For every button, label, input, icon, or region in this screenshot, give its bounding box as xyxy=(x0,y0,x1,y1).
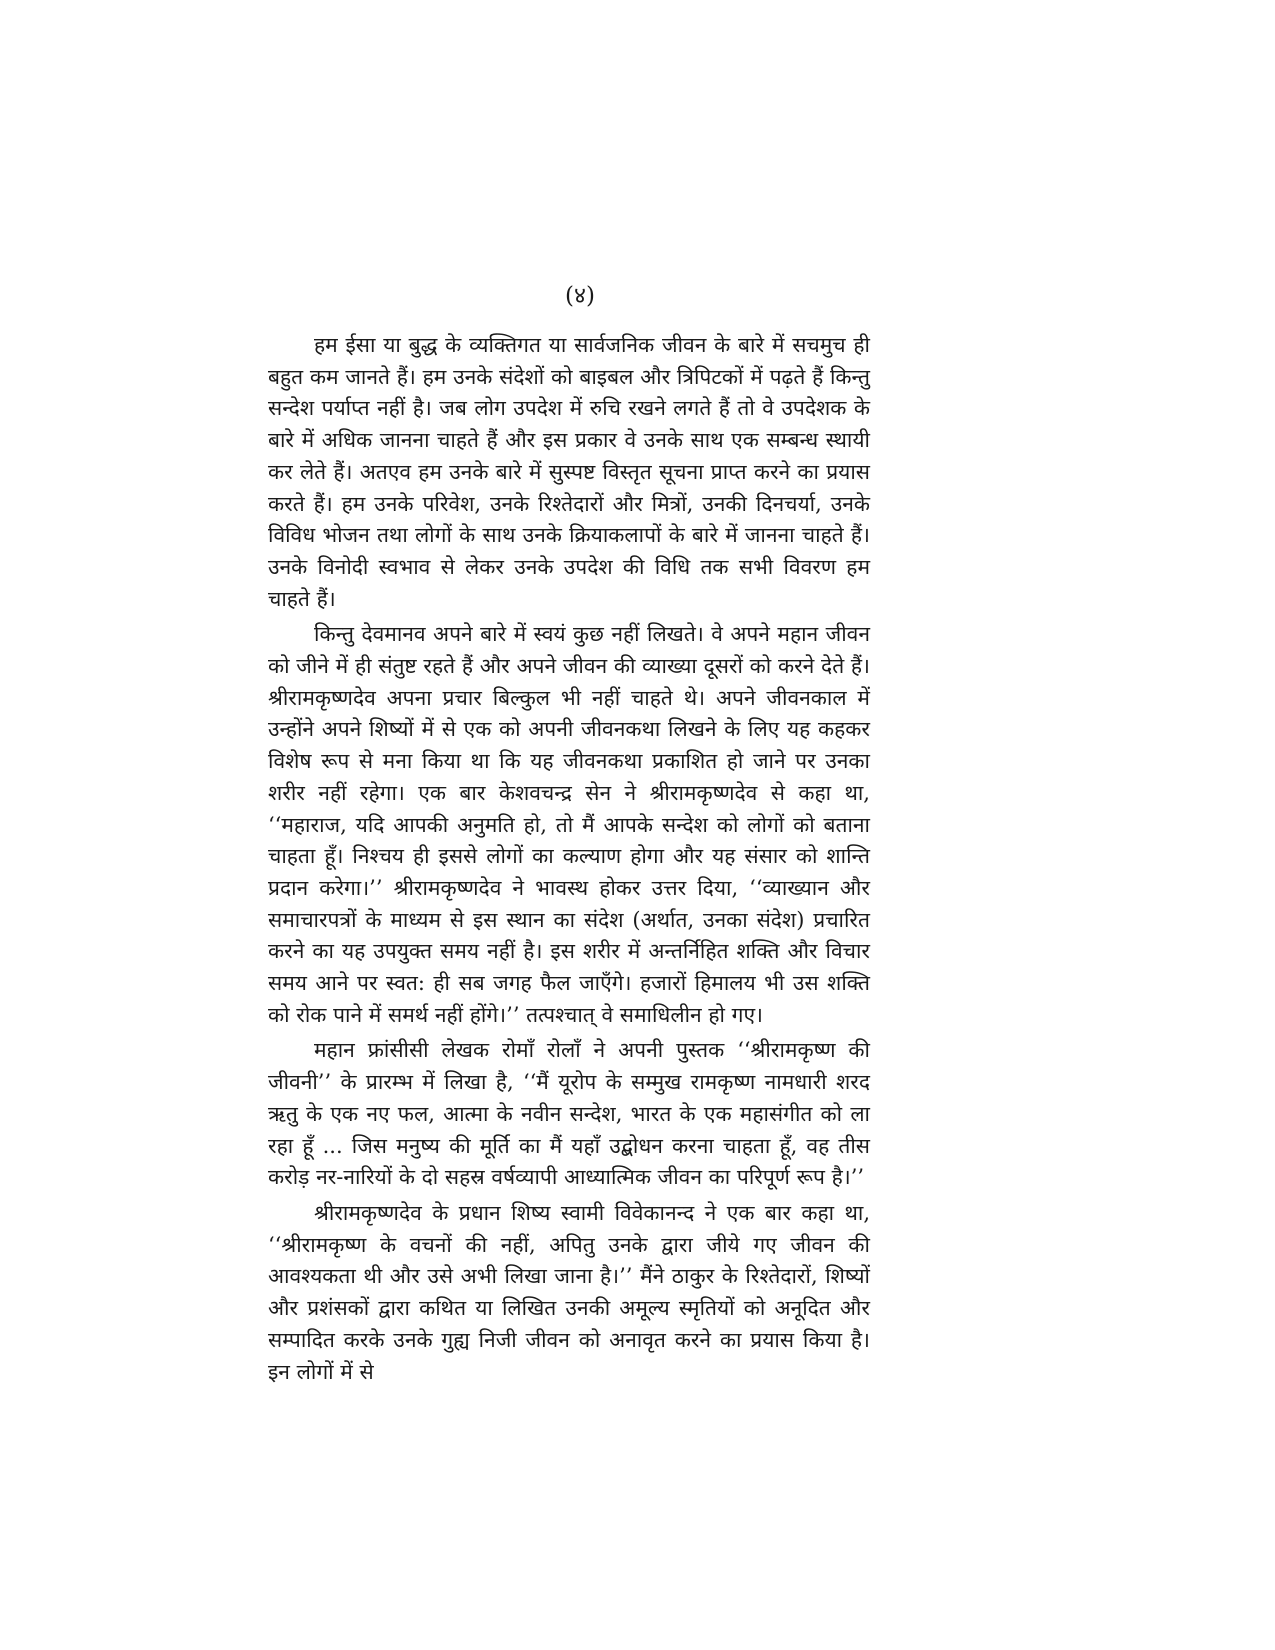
paragraph-1: हम ईसा या बुद्ध के व्यक्तिगत या सार्वजनिक जीवन के बारे में सचमुच ही बहुत कम जानते हैं। हम उनके संदेशों को बाइबल और त्रिपिटकों में पढ़ते हैं किन्तु सन्देश पर्याप्त नहीं है। जब लोग उपदेश में रुचि रखने लगते हैं तो वे उपदेशक के बारे में अधिक जानना चाहते हैं और इस प्रकार वे उनके साथ एक सम्बन्ध स्थायी कर लेते हैं। अतएव हम उनके बारे में सुस्पष्ट विस्तृत सूचना प्राप्त करने का प्रयास करते हैं। हम उनके परिवेश, उनके रिश्तेदारों और मित्रों, उनकी दिनचर्या, उनके विविध भोजन तथा लोगों के साथ उनके क्रियाकलापों के बारे में जानना चाहते हैं। उनके विनोदी स्वभाव से लेकर उनके उपदेश की विधि तक सभी विवरण हम चाहते हैं। xyxy=(268,333,870,611)
paragraph-2: किन्तु देवमानव अपने बारे में स्वयं कुछ नहीं लिखते। वे अपने महान जीवन को जीने में ही संतुष्ट रहते हैं और अपने जीवन की व्याख्या दूसरों को करने देते हैं। श्रीरामकृष्णदेव अपना प्रचार बिल्कुल भी नहीं चाहते थे। अपने जीवनकाल में उन्होंने अपने शिष्यों में से एक को अपनी जीवनकथा लिखने के लिए यह कहकर विशेष रूप से मना किया था कि यह जीवनकथा प्रकाशित हो जाने पर उनका शरीर नहीं रहेगा। एक बार केशवचन्द्र सेन ने श्रीरामकृष्णदेव से कहा था, ‘‘महाराज, यदि आपकी अनुमति हो, तो मैं आपके सन्देश को लोगों को बताना चाहता हूँ। निश्चय ही इससे लोगों का कल्याण होगा और यह संसार को शान्ति प्रदान करेगा।’’ श्रीरामकृष्णदेव ने भावस्थ होकर उत्तर दिया, ‘‘व्याख्यान और समाचारपत्रों के माध्यम से इस स्थान का संदेश (अर्थात, उनका संदेश) प्रचारित करने का यह उपयुक्त समय नहीं है। इस शरीर में अन्तर्निहित शक्ति और विचार समय आने पर स्वत: ही सब जगह फैल जाएँगे। हजारों हिमालय भी उस शक्ति को रोक पाने में समर्थ नहीं होंगे।’’ तत्पश्चात् वे समाधिलीन हो गए। xyxy=(268,622,870,1027)
page-body xyxy=(268,330,870,1388)
paragraph-4: श्रीरामकृष्णदेव के प्रधान शिष्य स्वामी विवेकानन्द ने एक बार कहा था, ‘‘श्रीरामकृष्ण के वचनों की नहीं, अपितु उनके द्वारा जीये गए जीवन की आवश्यकता थी और उसे अभी लिखा जाना है।’’ मैंने ठाकुर के रिश्तेदारों, शिष्यों और प्रशंसकों द्वारा कथित या लिखित उनकी अमूल्य स्मृतियों को अनूदित और सम्पादित करके उनके गुह्य निजी जीवन को अनावृत करने का प्रयास किया है। इन लोगों में से xyxy=(268,1200,870,1384)
page-number: (४) xyxy=(565,283,595,309)
paragraph-3: महान फ्रांसीसी लेखक रोमाँ रोलाँ ने अपनी पुस्तक ‘‘श्रीरामकृष्ण की जीवनी’’ के प्रारम्भ में लिखा है, ‘‘मैं यूरोप के सम्मुख रामकृष्ण नामधारी शरद ऋतु के एक नए फल, आत्मा के नवीन सन्देश, भारत के एक महासंगीत को ला रहा हूँ ... जिस मनुष्य की मूर्ति का मैं यहाँ उद्बोधन करना चाहता हूँ, वह तीस करोड़ नर-नारियों के दो सहस्र वर्षव्यापी आध्यात्मिक जीवन का परिपूर्ण रूप है।’’ xyxy=(268,1038,870,1190)
